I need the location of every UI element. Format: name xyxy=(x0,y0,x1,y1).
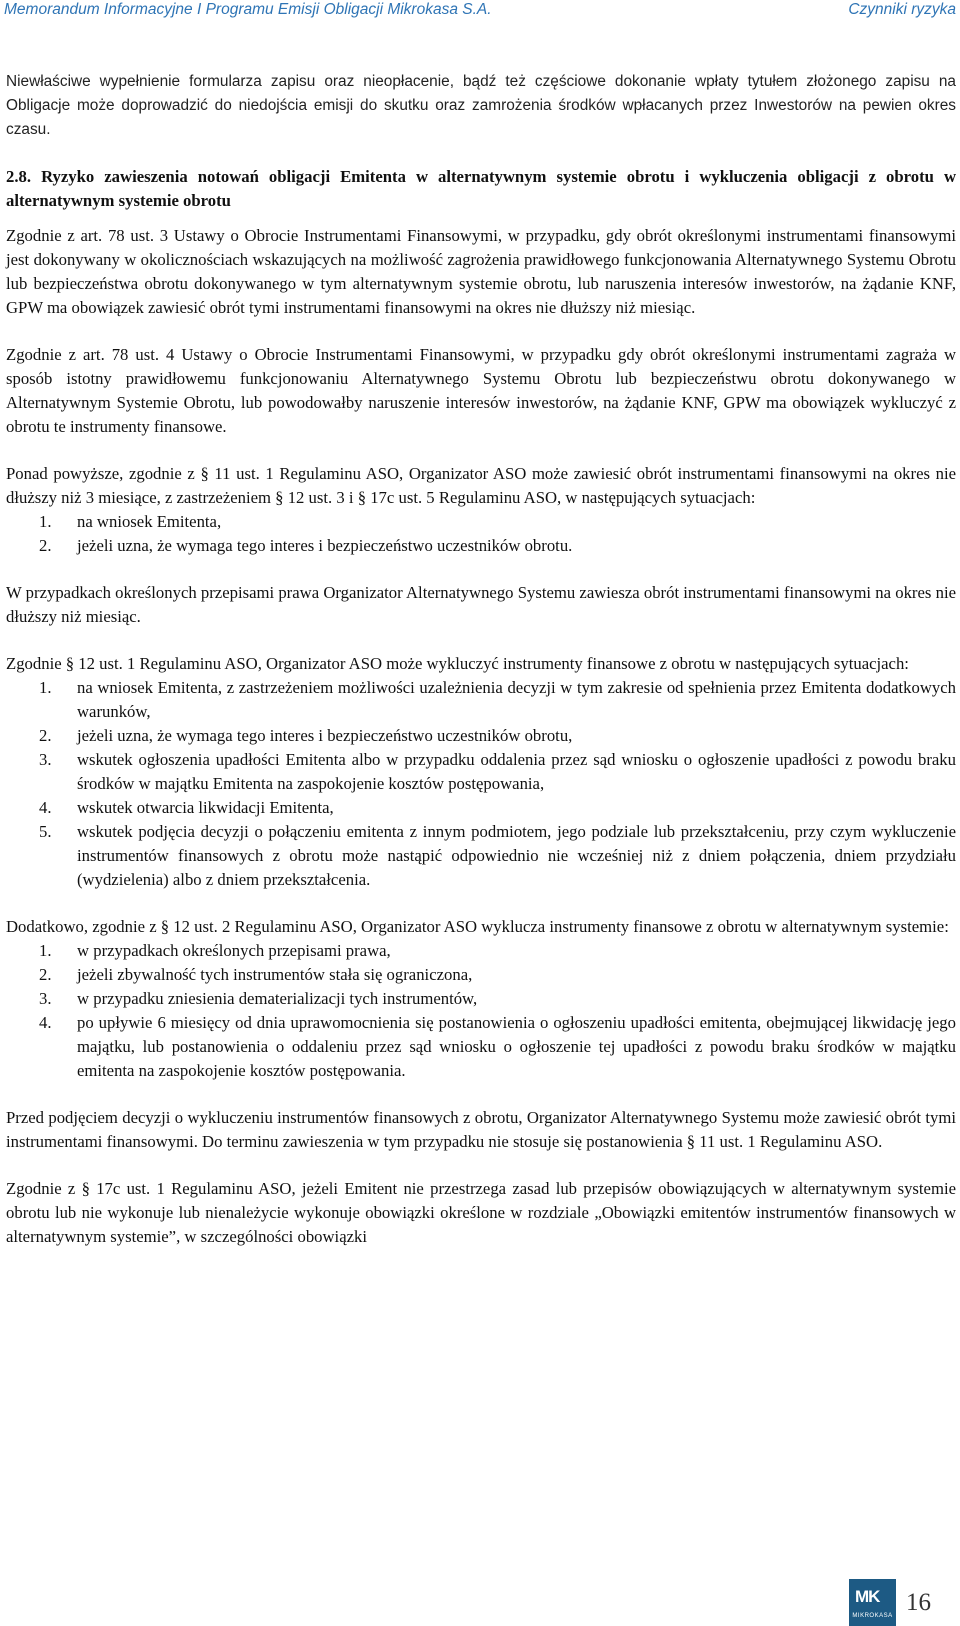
list-item-text: wskutek podjęcia decyzji o połączeniu emitenta z innym podmiotem, jego podziale lub przekształceniu, przy czym wykluczenie instrumentów finansowych z obrotu może nastąpić odpowiednio nie wcześniej niż z dniem połączenia, dniem przydziału (wydzielenia) albo z dniem przekształcenia. xyxy=(77,822,956,889)
paragraph-mandatory-exclusion: Dodatkowo, zgodnie z § 12 ust. 2 Regulaminu ASO, Organizator ASO wyklucza instrumenty finansowe z obrotu w alternatywnym systemie: xyxy=(6,917,949,936)
list-item xyxy=(6,963,956,987)
list-item-number: 1. xyxy=(39,678,52,697)
list-item-number: 5. xyxy=(39,822,52,841)
header-document-title: Memorandum Informacyjne I Programu Emisji Obligacji Mikrokasa S.A. xyxy=(4,1,492,18)
intro-paragraph: Niewłaściwe wypełnienie formularza zapisu oraz nieopłacenie, bądź też częściowe dokonanie wpłaty tytułem złożonego zapisu na Obligacje może doprowadzić do niedojścia emisji do skutku oraz zamrożenia środków wpłacanych przez Inwestorów na pewien okres czasu. xyxy=(6,73,956,138)
list-item-number: 2. xyxy=(39,536,52,555)
list-item xyxy=(6,676,956,724)
list-item xyxy=(6,939,956,963)
list-item-number: 1. xyxy=(39,941,52,960)
paragraph-art-78-4: Zgodnie z art. 78 ust. 4 Ustawy o Obrocie Instrumentami Finansowymi, w przypadku gdy obrót określonymi instrumentami zagraża w sposób istotny prawidłowemu funkcjonowaniu Alternatywnego Systemu Obrotu lub bezpieczeństwu obrotu dokonywanego w Alternatywnym Systemie Obrotu, lub powodowałby naruszenie interesów inwestorów, na żądanie KNF, GPW ma obowiązek wykluczyć z obrotu te instrumenty finansowe. xyxy=(6,345,956,436)
suspension-situations-list xyxy=(6,510,956,558)
list-item-number: 3. xyxy=(39,750,52,769)
list-item-number: 4. xyxy=(39,1013,52,1032)
document-body xyxy=(6,70,956,1272)
list-item xyxy=(6,510,956,534)
paragraph-exclusion-aso: Zgodnie § 12 ust. 1 Regulaminu ASO, Organizator ASO może wykluczyć instrumenty finansowe z obrotu w następujących sytuacjach: xyxy=(6,654,909,673)
list-item xyxy=(6,820,956,892)
logo-monogram: MK xyxy=(855,1587,880,1606)
list-item xyxy=(6,724,956,748)
list-item-number: 2. xyxy=(39,965,52,984)
paragraph-art-78-3: Zgodnie z art. 78 ust. 3 Ustawy o Obrocie Instrumentami Finansowymi, w przypadku, gdy obrót określonymi instrumentami finansowymi jest dokonywany w okolicznościach wskazujących na możliwość zagrożenia prawidłowego funkcjonowania Alternatywnego Systemu Obrotu lub bezpieczeństwa obrotu dokonywanego w tym alternatywnym systemie obrotu, lub naruszenia interesów inwestorów, na żądanie KNF, GPW ma obowiązek zawiesić obrót tymi instrumentami finansowymi na okres nie dłuższy niż miesiąc. xyxy=(6,226,956,317)
list-item-text: po upływie 6 miesięcy od dnia uprawomocnienia się postanowienia o ogłoszeniu upadłości emitenta, obejmującej likwidację jego majątku, lub postanowienia o oddaleniu przez sąd wniosku o ogłoszenie tej upadłości z powodu braku środków w majątku emitenta na zaspokojenie kosztów postępowania. xyxy=(77,1013,956,1080)
paragraph-pre-exclusion-suspension: Przed podjęciem decyzji o wykluczeniu instrumentów finansowych z obrotu, Organizator Alternatywnego Systemu może zawiesić obrót tymi instrumentami finansowymi. Do terminu zawieszenia w tym przypadku nie stosuje się postanowienia § 11 ust. 1 Regulaminu ASO. xyxy=(6,1108,956,1151)
list-item-text: wskutek otwarcia likwidacji Emitenta, xyxy=(77,798,334,817)
list-item xyxy=(6,987,956,1011)
list-item-number: 4. xyxy=(39,798,52,817)
list-item-text: jeżeli zbywalność tych instrumentów stała się ograniczona, xyxy=(77,965,473,984)
list-item-number: 3. xyxy=(39,989,52,1008)
header-section-title: Czynniki ryzyka xyxy=(848,1,956,18)
mandatory-exclusion-list xyxy=(6,939,956,1083)
mikrokasa-logo xyxy=(849,1579,896,1626)
paragraph-legal-suspension: W przypadkach określonych przepisami prawa Organizator Alternatywnego Systemu zawiesza obrót instrumentami finansowymi na okres nie dłuższy niż miesiąc. xyxy=(6,583,956,626)
page-header xyxy=(4,0,956,20)
paragraph-17c: Zgodnie z § 17c ust. 1 Regulaminu ASO, jeżeli Emitent nie przestrzega zasad lub przepisów obowiązujących w alternatywnym systemie obrotu lub nie wykonuje lub nienależycie wykonuje obowiązki określone w rozdziale „Obowiązki emitentów instrumentów finansowych w alternatywnym systemie”, w szczególności obowiązki xyxy=(6,1179,956,1246)
list-item-number: 2. xyxy=(39,726,52,745)
list-item-number: 1. xyxy=(39,512,52,531)
list-item-text: na wniosek Emitenta, xyxy=(77,512,222,531)
list-item xyxy=(6,748,956,796)
list-item-text: na wniosek Emitenta, z zastrzeżeniem możliwości uzależnienia decyzji w tym zakresie od spełnienia przez Emitenta dodatkowych warunków, xyxy=(77,678,956,721)
logo-wordmark: MIKROKASA xyxy=(852,1613,893,1619)
section-heading-number: 2.8. xyxy=(6,167,32,186)
section-heading-text: Ryzyko zawieszenia notowań obligacji Emitenta w alternatywnym systemie obrotu i wykluczenia obligacji z obrotu w alternatywnym systemie obrotu xyxy=(6,167,957,210)
list-item-text: w przypadkach określonych przepisami prawa, xyxy=(77,941,391,960)
exclusion-situations-list xyxy=(6,676,956,892)
list-item-text: jeżeli uzna, że wymaga tego interes i bezpieczeństwo uczestników obrotu. xyxy=(77,536,573,555)
list-item-text: jeżeli uzna, że wymaga tego interes i bezpieczeństwo uczestników obrotu, xyxy=(77,726,573,745)
page-number: 16 xyxy=(906,1589,931,1616)
section-heading xyxy=(6,165,956,213)
list-item xyxy=(6,796,956,820)
list-item xyxy=(6,534,956,558)
list-item xyxy=(6,1011,956,1083)
list-item-text: wskutek ogłoszenia upadłości Emitenta albo w przypadku oddalenia przez sąd wniosku o ogłoszenie upadłości z powodu braku środków w majątku Emitenta na zaspokojenie kosztów postępowania, xyxy=(77,750,956,793)
list-item-text: w przypadku zniesienia dematerializacji tych instrumentów, xyxy=(77,989,478,1008)
paragraph-suspension-aso: Ponad powyższe, zgodnie z § 11 ust. 1 Regulaminu ASO, Organizator ASO może zawiesić obrót instrumentami finansowymi na okres nie dłuższy niż 3 miesiące, z zastrzeżeniem § 12 ust. 3 i § 17c ust. 5 Regulaminu ASO, w następujących sytuacjach: xyxy=(6,464,956,507)
